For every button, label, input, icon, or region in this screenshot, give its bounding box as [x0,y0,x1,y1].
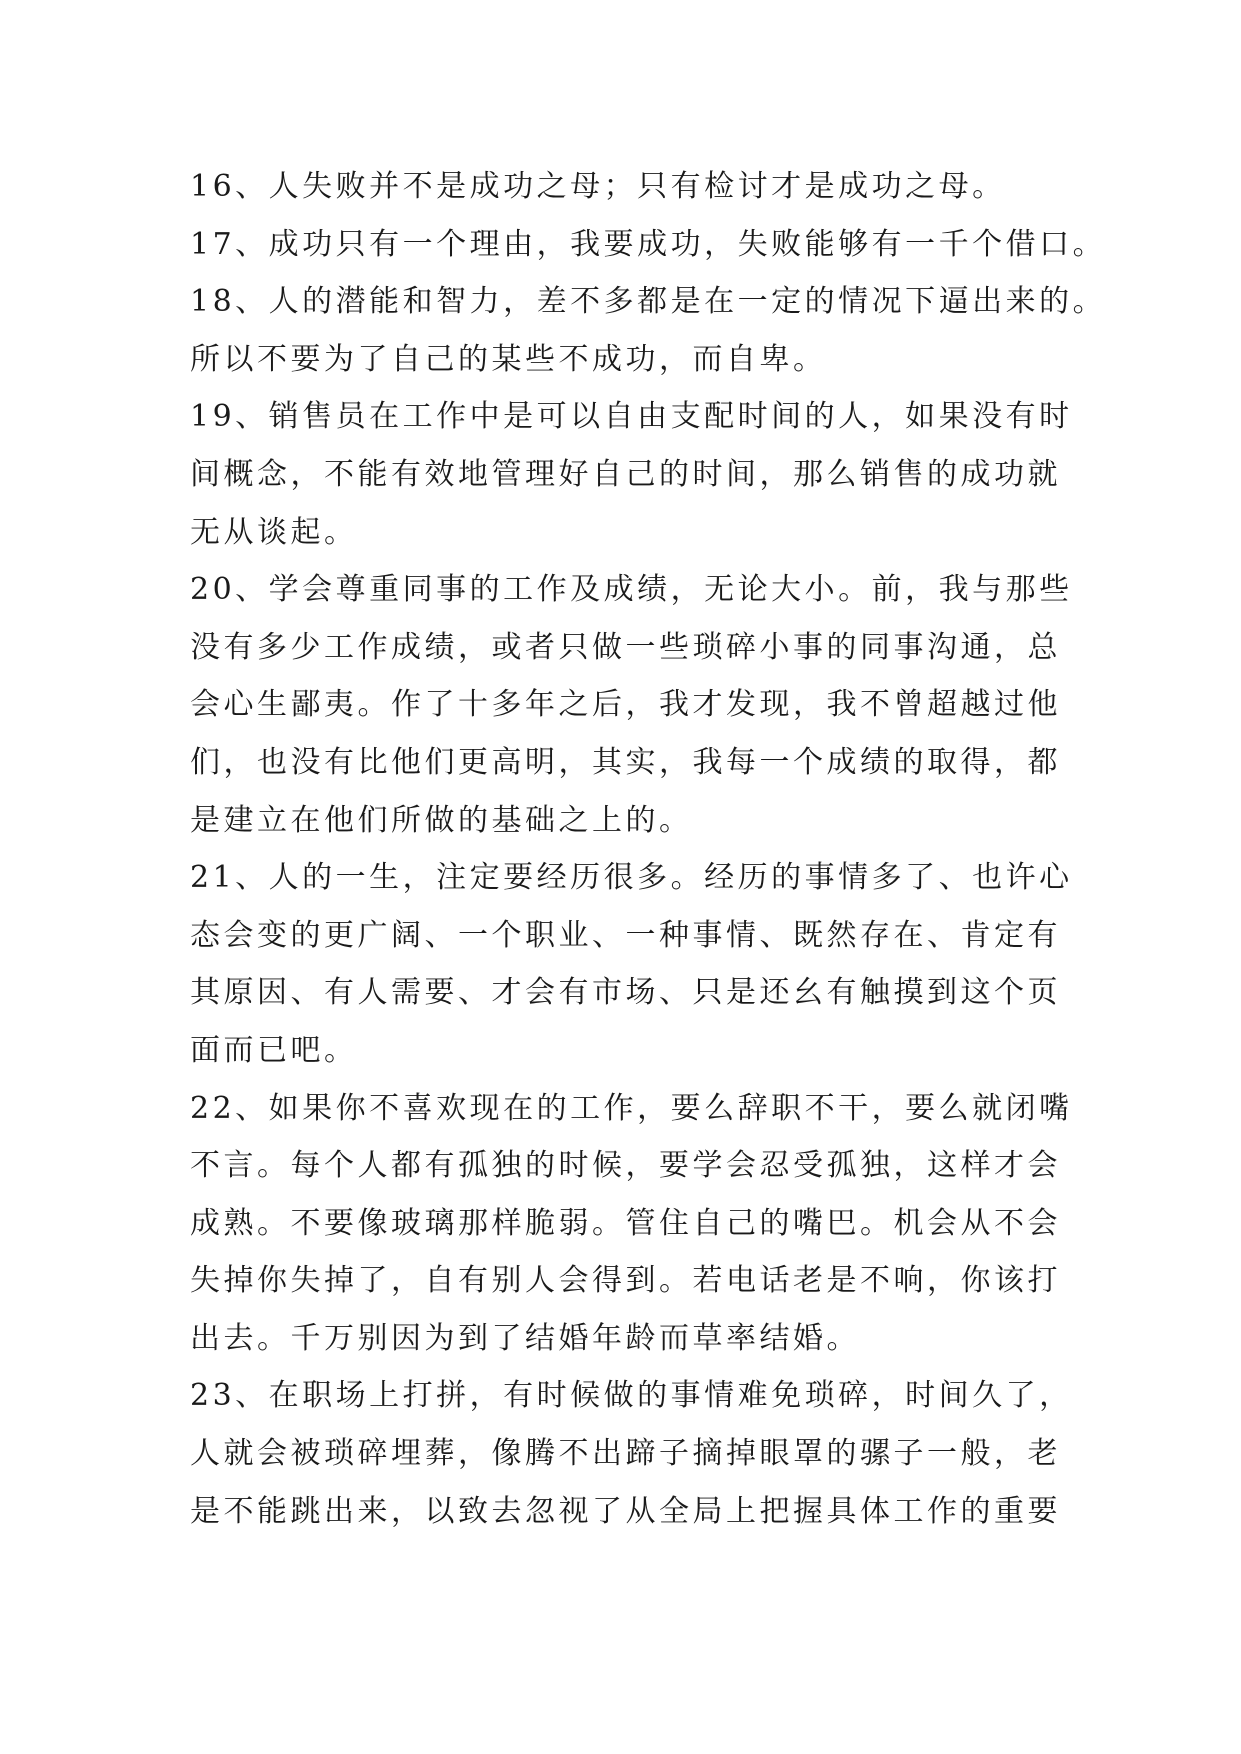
text-line: 22、如果你不喜欢现在的工作，要么辞职不干，要么就闭嘴 [190,1090,1073,1126]
text-line: 会心生鄙夷。作了十多年之后，我才发现，我不曾超越过他 [190,687,1061,723]
text-line: 20、学会尊重同事的工作及成绩，无论大小。前，我与那些 [190,572,1073,608]
text-line: 人就会被琐碎埋葬，像腾不出蹄子摘掉眼罩的骡子一般，老 [190,1436,1061,1472]
text-line: 态会变的更广阔、一个职业、一种事情、既然存在、肯定有 [190,917,1061,953]
text-line: 是不能跳出来，以致去忽视了从全局上把握具体工作的重要 [190,1493,1061,1529]
text-line: 18、人的潜能和智力，差不多都是在一定的情况下逼出来的。 [190,284,1107,320]
text-line: 其原因、有人需要、才会有市场、只是还幺有触摸到这个页 [190,975,1061,1011]
text-line: 所以不要为了自己的某些不成功，而自卑。 [190,341,827,377]
text-line: 19、销售员在工作中是可以自由支配时间的人，如果没有时 [190,399,1073,435]
text-line: 面而已吧。 [190,1032,358,1068]
text-line: 17、成功只有一个理由，我要成功，失败能够有一千个借口。 [190,226,1107,262]
text-line: 们，也没有比他们更高明，其实，我每一个成绩的取得，都 [190,744,1061,780]
text-line: 21、人的一生，注定要经历很多。经历的事情多了、也许心 [190,860,1073,896]
text-line: 没有多少工作成绩，或者只做一些琐碎小事的同事沟通，总 [190,629,1061,665]
text-line: 16、人失败并不是成功之母；只有检讨才是成功之母。 [190,169,1006,204]
text-line: 不言。每个人都有孤独的时候，要学会忍受孤独，这样才会 [190,1148,1061,1184]
text-line: 是建立在他们所做的基础之上的。 [190,802,693,838]
document-body [190,158,1107,1540]
text-line: 成熟。不要像玻璃那样脆弱。管住自己的嘴巴。机会从不会 [190,1205,1061,1241]
text-line: 失掉你失掉了，自有别人会得到。若电话老是不响，你该打 [190,1263,1061,1299]
text-line: 出去。千万别因为到了结婚年龄而草率结婚。 [190,1320,860,1356]
text-line: 23、在职场上打拼，有时候做的事情难免琐碎，时间久了， [190,1378,1073,1414]
text-line: 间概念，不能有效地管理好自己的时间，那么销售的成功就 [190,456,1061,492]
text-line: 无从谈起。 [190,514,358,550]
